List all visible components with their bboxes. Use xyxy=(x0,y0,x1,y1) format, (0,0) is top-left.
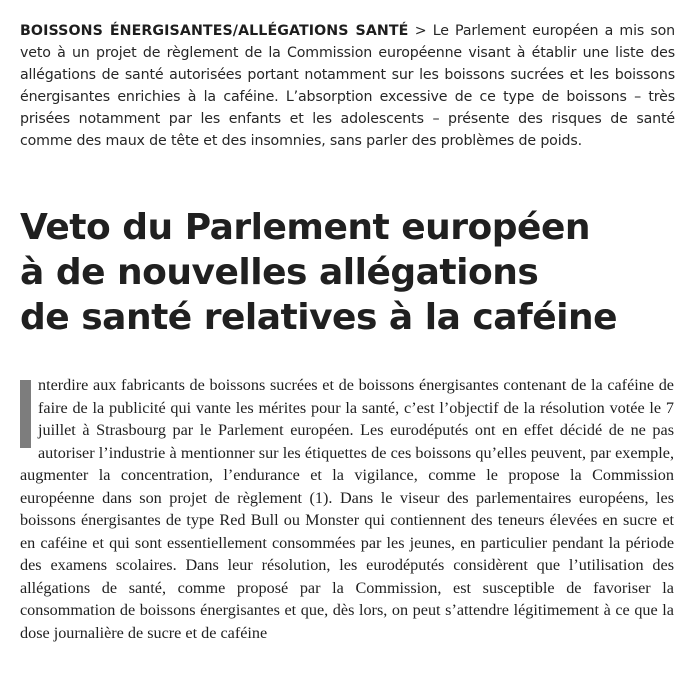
article-headline xyxy=(20,205,680,340)
headline-line-3: de santé relatives à la caféine xyxy=(20,297,618,338)
intro-text: Le Parlement européen a mis son veto à un projet de règlement de la Commission européenne visant à établir une liste des allégations de santé autorisées portant notamment sur les boissons sucrées et les boissons énergisantes enrichies à la caféine. L’absorption excessive de ce type de boissons – très prisées notamment par les enfants et les adolescents – présente des risques de santé comme des maux de tête et des insomnies, sans parler des problèmes de poids. xyxy=(20,23,675,149)
headline-line-1: Veto du Parlement européen xyxy=(20,207,590,248)
intro-paragraph xyxy=(20,20,675,152)
article-body-text: nterdire aux fabricants de boissons sucrées et de boissons énergisantes contenant de la caféine de faire de la publicité qui vante les mérites pour la santé, c’est l’objectif de la résolution votée le 7 juillet à Strasbourg par le Parlement européen. Les eurodéputés ont en effet décidé de ne pas autoriser l’industrie à mentionner sur les étiquettes de ces boissons qu’elles peuvent, par exemple, augmenter la concentration, l’endurance et la vigilance, comme le propose la Commission européenne dans son projet de règlement (1). Dans le viseur des parlementaires européens, les boissons énergisantes de type Red Bull ou Monster qui contiennent des teneurs élevées en sucre et en caféine et qui sont essentiellement consommées par les jeunes, en particulier pendant la période des examens scolaires. Dans leur résolution, les eurodéputés considèrent que l’utilisation des allégations de santé, comme proposé par la Commission, est susceptible de favoriser la consommation de boissons énergisantes et que, dès lors, on peut s’attendre légitimement à ce que la dose journalière de sucre et de caféine xyxy=(20,376,674,642)
intro-kicker: BOISSONS ÉNERGISANTES/ALLÉGATIONS SANTÉ xyxy=(20,23,409,39)
article-body xyxy=(20,374,674,644)
intro-separator: > xyxy=(408,23,433,39)
headline-line-2: à de nouvelles allégations xyxy=(20,252,539,293)
dropcap-initial xyxy=(20,380,31,448)
